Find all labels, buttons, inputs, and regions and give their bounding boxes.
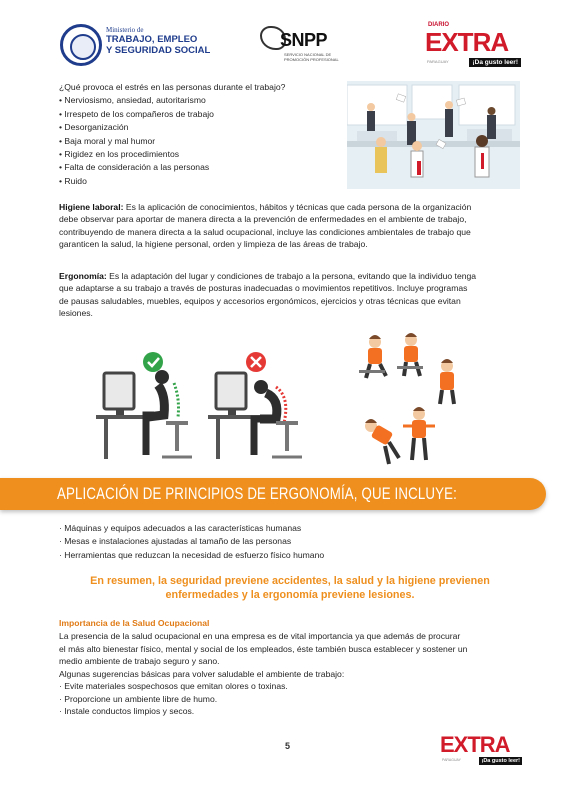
- ministry-seal-logo: [60, 24, 102, 66]
- salud-ocupacional-body: La presencia de la salud ocupacional en una empresa es de vital importancia ya que además de procurar el más alto bienestar físico, mental y social de los empleados, éste también busca establecer y sostener un medio ambiente de trabajo seguro y sano. Algunas sugerencias básicas para volver saludable el ambiente de trabajo: · Evite materiales sospechosos que emitan olores o toxinas. · Proporcione un ambiente libre de humo. · Instale conductos limpios y secos.: [59, 630, 521, 718]
- page-number: 5: [285, 741, 291, 751]
- ministry-logo-text: Ministerio de TRABAJO, EMPLEO Y SEGURIDAD SOCIAL: [106, 26, 211, 56]
- diario-extra-footer-logo: EXTRA PARAGUAY ¡Da gusto leer!: [440, 732, 520, 764]
- list-item: • Ruido: [59, 175, 285, 188]
- stretching-exercises-illustration: [345, 330, 465, 468]
- check-icon: [143, 352, 163, 372]
- list-item: · Instale conductos limpios y secos.: [59, 706, 195, 716]
- salud-ocupacional-heading: Importancia de la Salud Ocupacional: [59, 618, 210, 628]
- list-item: • Irrespeto de los compañeros de trabajo: [59, 108, 285, 121]
- list-item: • Falta de consideración a las personas: [59, 161, 285, 174]
- list-item: • Rigidez en los procedimientos: [59, 148, 285, 161]
- list-item: · Evite materiales sospechosos que emitan olores o toxinas.: [59, 681, 288, 691]
- summary-callout: En resumen, la seguridad previene accidentes, la salud y la higiene previenen enfermedades y la ergonomía previene lesiones.: [90, 575, 490, 601]
- list-item: • Baja moral y mal humor: [59, 135, 285, 148]
- list-item: · Proporcione un ambiente libre de humo.: [59, 693, 218, 704]
- list-item: · Herramientas que reduzcan la necesidad de esfuerzo físico humano: [59, 549, 325, 560]
- list-item: • Desorganización: [59, 121, 285, 134]
- stress-section: [59, 81, 285, 188]
- stressed-office-illustration: [347, 81, 520, 189]
- posture-comparison-illustration: [96, 335, 314, 463]
- ergonomia-paragraph: Ergonomía: Es la adaptación del lugar y condiciones de trabajo a la persona, evitando que la individuo tenga que adaptarse a su trabajo a través de posturas inadecuadas o movimientos repetitivos. Incluye programas de pausas saludables, muebles, equipos y accesorios ergonómicos, ejercicios y otras técnicas que evitan lesiones.: [59, 271, 477, 319]
- principles-list: [59, 522, 324, 562]
- banner-title: APLICACIÓN DE PRINCIPIOS DE ERGONOMÍA, QUE INCLUYE:: [57, 484, 457, 503]
- list-item: • Nerviosismo, ansiedad, autoritarismo: [59, 94, 285, 107]
- ergonomics-section-banner: [0, 478, 546, 510]
- list-item: · Máquinas y equipos adecuados a las características humanas: [59, 523, 302, 533]
- snpp-logo: SNPP SERVICIO NACIONAL DE PROMOCIÓN PROFESIONAL: [258, 24, 348, 68]
- ergonomia-term: Ergonomía:: [59, 271, 107, 281]
- higiene-term: Higiene laboral:: [59, 202, 124, 212]
- diario-extra-logo: DIARIO EXTRA PARAGUAY ¡Da gusto leer!: [425, 22, 521, 70]
- list-item: · Mesas e instalaciones ajustadas al tamaño de las personas: [59, 536, 292, 547]
- stress-question: ¿Qué provoca el estrés en las personas durante el trabajo?: [59, 82, 286, 92]
- page-header: [0, 22, 580, 72]
- higiene-paragraph: Higiene laboral: Es la aplicación de conocimientos, hábitos y técnicas que cada persona de la organización debe observar para aportar de manera directa a la prevención de enfermedades en el ambiente de trabajo, contribuyendo de manera directa a la salud ocupacional, incluye las condiciones ambientales de trabajo que garanticen la salud, la higiene personal, orden y limpieza de las áreas de trabajo.: [59, 202, 472, 250]
